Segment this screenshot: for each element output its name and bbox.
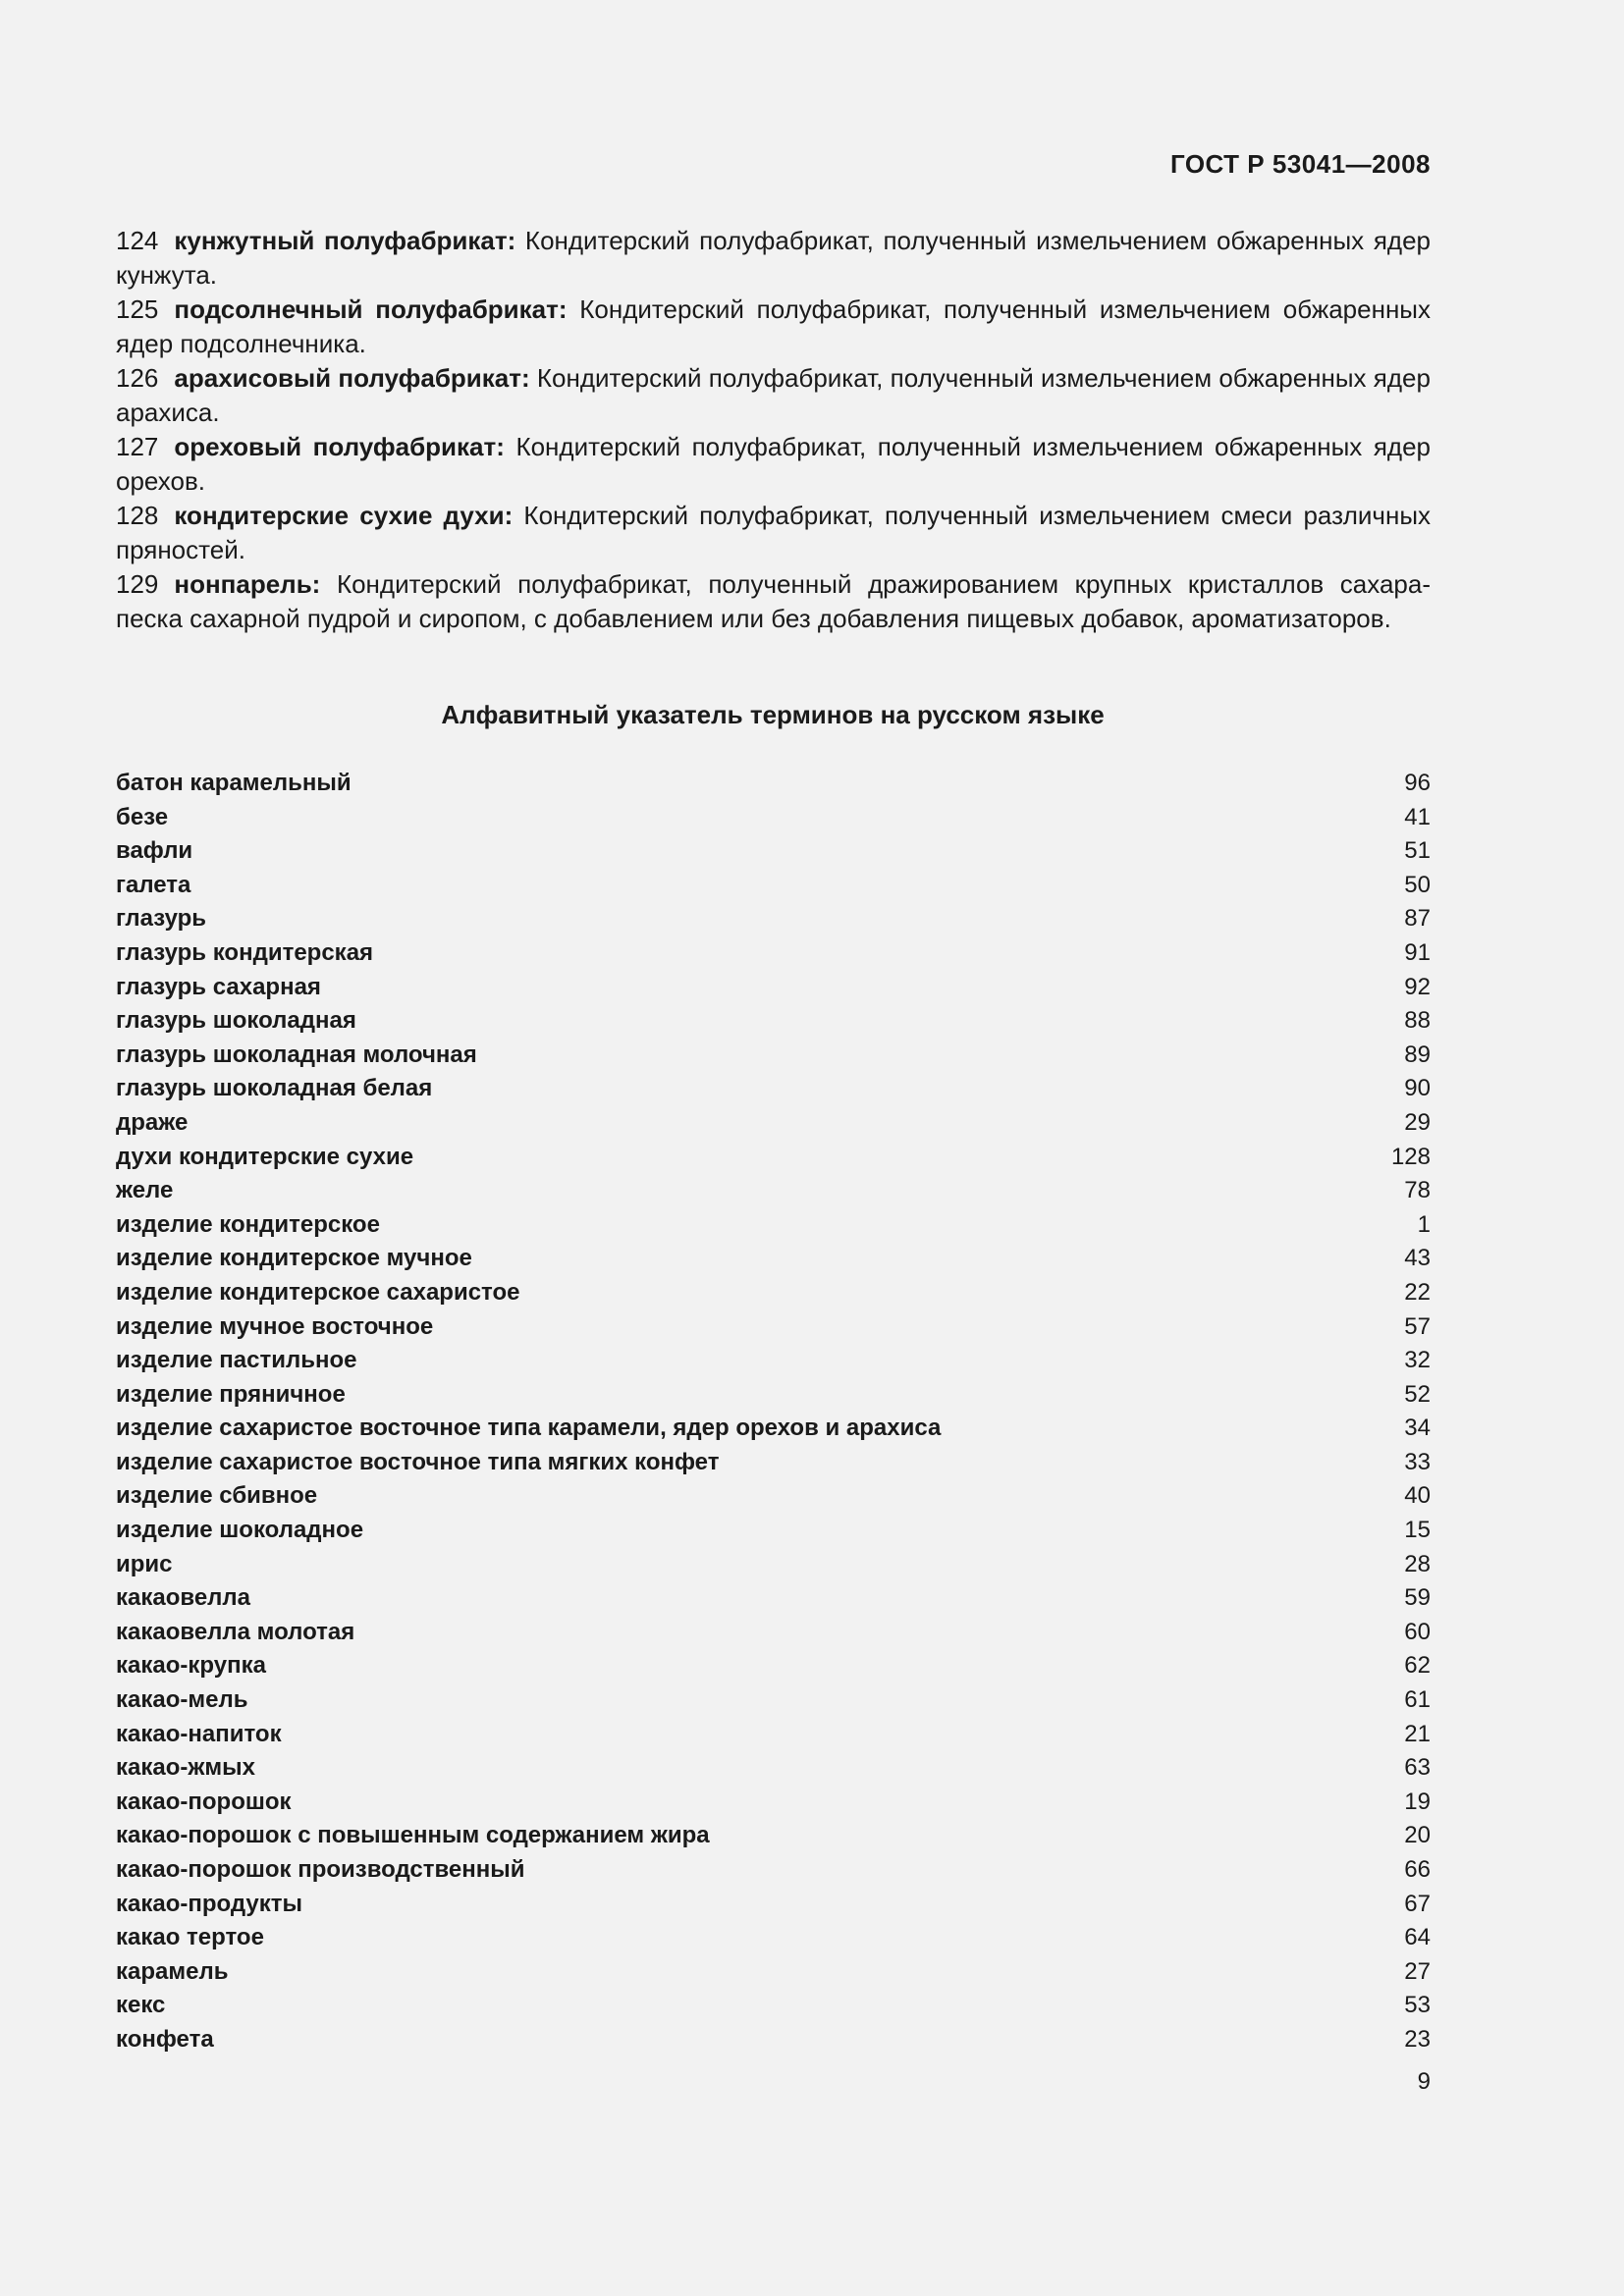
index-term: какаовелла xyxy=(116,1584,251,1612)
index-number: 43 xyxy=(1404,1245,1431,1272)
index-term: какао-напиток xyxy=(116,1720,282,1747)
index-entry xyxy=(116,1819,1431,1853)
index-term: конфета xyxy=(116,2025,214,2053)
index-term: батон карамельный xyxy=(116,770,352,796)
index-number: 53 xyxy=(1404,1992,1431,2019)
term-definition xyxy=(116,293,1431,361)
index-number: 28 xyxy=(1404,1550,1431,1577)
term-number: 125 xyxy=(116,294,159,324)
index-entry xyxy=(116,1242,1431,1276)
index-term: галета xyxy=(116,871,191,898)
index-number: 23 xyxy=(1404,2025,1431,2053)
index-entry xyxy=(116,1786,1431,1820)
index-number: 51 xyxy=(1404,837,1431,865)
index-entry xyxy=(116,869,1431,903)
term-number: 128 xyxy=(116,501,159,530)
index-entry xyxy=(116,1479,1431,1514)
term-number: 126 xyxy=(116,363,159,393)
term-name: нонпарель: xyxy=(174,569,321,599)
term-number: 129 xyxy=(116,569,159,599)
index-term: изделие сахаристое восточное типа карамели, ядер орехов и арахиса xyxy=(116,1415,942,1442)
index-number: 21 xyxy=(1404,1720,1431,1747)
index-entry xyxy=(116,1718,1431,1752)
term-text: Кондитерский полуфабрикат, полученный измельчением обжаренных ядер кунжута. xyxy=(116,226,1431,290)
index-term: изделие кондитерское сахаристое xyxy=(116,1278,520,1306)
term-text: Кондитерский полуфабрикат, полученный измельчением обжаренных ядер арахиса. xyxy=(116,363,1431,427)
index-term: какао-жмых xyxy=(116,1754,255,1782)
index-entry xyxy=(116,1039,1431,1073)
index-term: какао-крупка xyxy=(116,1652,266,1680)
index-entry xyxy=(116,1921,1431,1955)
index-number: 88 xyxy=(1404,1007,1431,1035)
index-term: изделие шоколадное xyxy=(116,1517,364,1544)
index-entry xyxy=(116,1106,1431,1141)
index-entry xyxy=(116,1072,1431,1106)
index-entry xyxy=(116,1412,1431,1446)
index-number: 27 xyxy=(1404,1957,1431,1985)
index-term: духи кондитерские сухие xyxy=(116,1143,414,1170)
term-name: ореховый полуфабрикат: xyxy=(174,432,505,461)
index-entry xyxy=(116,1683,1431,1718)
index-number: 33 xyxy=(1404,1448,1431,1475)
index-entry xyxy=(116,1514,1431,1548)
index-entry xyxy=(116,1989,1431,2023)
index-number: 52 xyxy=(1404,1380,1431,1408)
index-term: драже xyxy=(116,1108,189,1136)
index-entry xyxy=(116,1378,1431,1413)
index-number: 66 xyxy=(1404,1856,1431,1883)
index-number: 96 xyxy=(1404,770,1431,796)
index-term: какао-порошок производственный xyxy=(116,1856,525,1883)
index-term: глазурь шоколадная xyxy=(116,1007,356,1035)
term-name: подсолнечный полуфабрикат: xyxy=(174,294,568,324)
index-number: 22 xyxy=(1404,1278,1431,1306)
index-entry xyxy=(116,1310,1431,1345)
index-term: изделие кондитерское xyxy=(116,1210,380,1238)
index-entry xyxy=(116,1344,1431,1378)
index-title: Алфавитный указатель терминов на русском языке xyxy=(441,700,1105,729)
index-number: 29 xyxy=(1404,1108,1431,1136)
index-entry xyxy=(116,1751,1431,1786)
index-entry xyxy=(116,1004,1431,1039)
index-term: какао-мель xyxy=(116,1686,248,1714)
index-entry xyxy=(116,1888,1431,1922)
index-number: 40 xyxy=(1404,1482,1431,1510)
index-term: кекс xyxy=(116,1992,166,2019)
index-number: 1 xyxy=(1417,1210,1431,1238)
term-text: Кондитерский полуфабрикат, полученный измельчением обжаренных ядер подсолнечника. xyxy=(116,294,1431,358)
index-number: 32 xyxy=(1404,1347,1431,1374)
term-name: кондитерские сухие духи: xyxy=(174,501,514,530)
index-term: вафли xyxy=(116,837,193,865)
index-entry xyxy=(116,1208,1431,1243)
index-entry xyxy=(116,834,1431,869)
index-term: изделие сахаристое восточное типа мягких конфет xyxy=(116,1448,720,1475)
term-definition xyxy=(116,499,1431,567)
term-name: арахисовый полуфабрикат: xyxy=(174,363,530,393)
term-number: 127 xyxy=(116,432,159,461)
index-term: карамель xyxy=(116,1957,229,1985)
index-entry xyxy=(116,801,1431,835)
index-term: какао-порошок с повышенным содержанием жира xyxy=(116,1822,710,1849)
index-entry xyxy=(116,936,1431,971)
index-number: 41 xyxy=(1404,803,1431,830)
index-number: 50 xyxy=(1404,871,1431,898)
index-term: изделие мучное восточное xyxy=(116,1312,434,1340)
index-term: глазурь xyxy=(116,905,207,933)
term-definition xyxy=(116,361,1431,430)
index-term: глазурь шоколадная белая xyxy=(116,1075,433,1102)
index-entry xyxy=(116,971,1431,1005)
index-number: 90 xyxy=(1404,1075,1431,1102)
index-number: 19 xyxy=(1404,1788,1431,1815)
index-term: желе xyxy=(116,1177,174,1204)
index-number: 34 xyxy=(1404,1415,1431,1442)
index-term: изделие сбивное xyxy=(116,1482,318,1510)
index-term: глазурь шоколадная молочная xyxy=(116,1041,477,1068)
term-number: 124 xyxy=(116,226,159,255)
term-definitions xyxy=(116,224,1431,636)
term-definition xyxy=(116,430,1431,499)
index-term: глазурь сахарная xyxy=(116,973,321,1000)
index-entry xyxy=(116,1853,1431,1888)
index-term: какао тертое xyxy=(116,1924,264,1951)
index-entry xyxy=(116,1581,1431,1616)
document-code: ГОСТ Р 53041—2008 xyxy=(1169,149,1431,179)
index-number: 128 xyxy=(1390,1143,1431,1170)
index-number: 59 xyxy=(1404,1584,1431,1612)
index-term: какао-продукты xyxy=(116,1890,303,1917)
index-entry xyxy=(116,767,1431,801)
index-entry xyxy=(116,2023,1431,2057)
index-term: изделие кондитерское мучное xyxy=(116,1245,472,1272)
index-number: 57 xyxy=(1404,1312,1431,1340)
term-text: Кондитерский полуфабрикат, полученный дражированием крупных кристаллов сахара-песка сахарной пудрой и сиропом, с добавлением или без добавления пищевых добавок, ароматизаторов. xyxy=(116,569,1432,633)
index-entry xyxy=(116,902,1431,936)
index-term: ирис xyxy=(116,1550,173,1577)
index-entry xyxy=(116,1548,1431,1582)
index-number: 78 xyxy=(1404,1177,1431,1204)
index-list xyxy=(116,767,1431,2057)
index-entry xyxy=(116,1141,1431,1175)
index-number: 89 xyxy=(1404,1041,1431,1068)
index-number: 20 xyxy=(1404,1822,1431,1849)
index-number: 92 xyxy=(1404,973,1431,1000)
index-number: 87 xyxy=(1404,905,1431,933)
index-term: изделие пряничное xyxy=(116,1380,346,1408)
index-number: 15 xyxy=(1404,1517,1431,1544)
index-number: 62 xyxy=(1404,1652,1431,1680)
index-entry xyxy=(116,1276,1431,1310)
term-definition xyxy=(116,567,1431,636)
index-term: изделие пастильное xyxy=(116,1347,357,1374)
index-term: какаовелла молотая xyxy=(116,1618,355,1645)
index-entry xyxy=(116,1616,1431,1650)
index-number: 60 xyxy=(1404,1618,1431,1645)
index-entry xyxy=(116,1446,1431,1480)
term-text: Кондитерский полуфабрикат, полученный измельчением смеси различных пряностей. xyxy=(116,501,1432,564)
index-term: безе xyxy=(116,803,169,830)
page-number: 9 xyxy=(1417,2068,1431,2095)
index-entry xyxy=(116,1174,1431,1208)
index-term: глазурь кондитерская xyxy=(116,938,374,966)
index-number: 64 xyxy=(1404,1924,1431,1951)
index-entry xyxy=(116,1649,1431,1683)
index-number: 61 xyxy=(1404,1686,1431,1714)
index-number: 91 xyxy=(1404,938,1431,966)
index-entry xyxy=(116,1955,1431,1990)
term-name: кунжутный полуфабрикат: xyxy=(174,226,516,255)
index-number: 63 xyxy=(1404,1754,1431,1782)
term-text: Кондитерский полуфабрикат, полученный измельчением обжаренных ядер орехов. xyxy=(116,432,1431,496)
index-term: какао-порошок xyxy=(116,1788,292,1815)
term-definition xyxy=(116,224,1431,293)
index-number: 67 xyxy=(1404,1890,1431,1917)
